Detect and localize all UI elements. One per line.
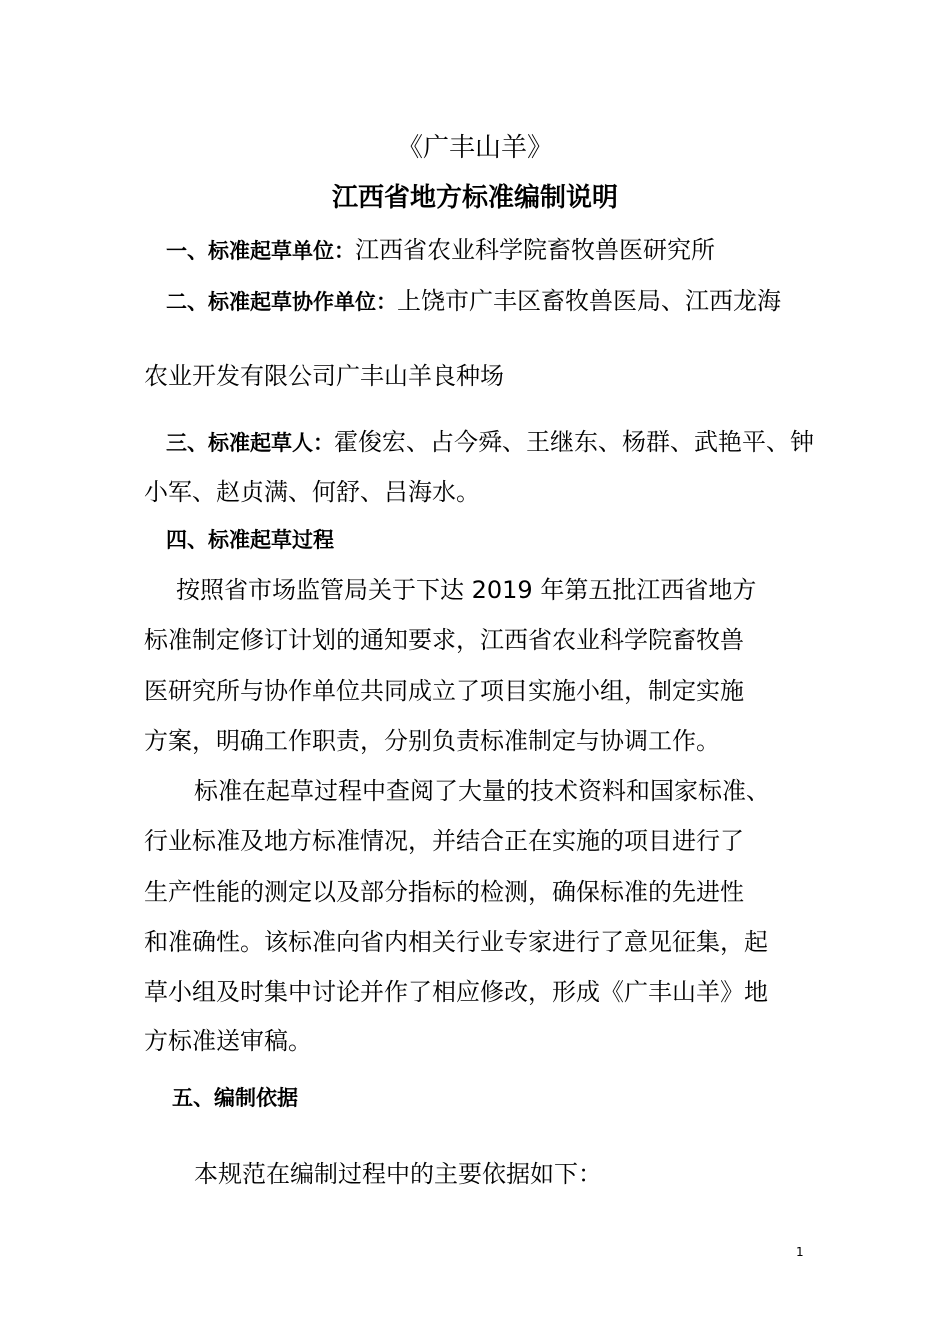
section-4-para1-line3: 医研究所与协作单位共同成立了项目实施小组，制定实施 [144,677,744,705]
section-4-para1-line1: 按照省市场监管局关于下达 2019 年第五批江西省地方 [176,576,757,604]
section-2-value-line2: 农业开发有限公司广丰山羊良种场 [144,362,504,390]
section-3-label: 三、标准起草人： [166,431,334,455]
section-4-para2-line4: 和准确性。该标准向省内相关行业专家进行了意见征集，起 [144,928,768,956]
section-4-para2-line5: 草小组及时集中讨论并作了相应修改，形成《广丰山羊》地 [144,978,768,1006]
document-title: 《广丰山羊》 [396,133,553,163]
section-4-para2-line3: 生产性能的测定以及部分指标的检测，确保标准的先进性 [144,878,744,906]
document-subtitle: 江西省地方标准编制说明 [331,183,618,213]
section-4-para2-line2: 行业标准及地方标准情况，并结合正在实施的项目进行了 [144,827,744,855]
section-5-label: 五、编制依据 [172,1086,298,1110]
section-4-label: 四、标准起草过程 [166,528,334,552]
section-2-label: 二、标准起草协作单位： [166,290,397,314]
section-1-label: 一、标准起草单位： [166,239,355,263]
section-3-value-line1: 霍俊宏、占今舜、王继东、杨群、武艳平、钟 [334,428,814,456]
section-3 [166,422,814,463]
section-4-para1-line2: 标准制定修订计划的通知要求，江西省农业科学院畜牧兽 [144,626,744,654]
section-4-para1-line4: 方案，明确工作职责，分别负责标准制定与协调工作。 [144,727,720,755]
page-number: 1 [796,1245,804,1259]
section-1 [166,230,715,271]
section-4-para2-line1: 标准在起草过程中查阅了大量的技术资料和国家标准、 [194,777,770,805]
section-5-intro: 本规范在编制过程中的主要依据如下： [194,1160,602,1188]
section-3-value-line2: 小军、赵贞满、何舒、吕海水。 [144,478,480,506]
section-1-value: 江西省农业科学院畜牧兽医研究所 [355,236,715,264]
section-2 [166,281,781,322]
section-4-para2-line6: 方标准送审稿。 [144,1027,312,1055]
section-2-value-line1: 上饶市广丰区畜牧兽医局、江西龙海 [397,287,781,315]
